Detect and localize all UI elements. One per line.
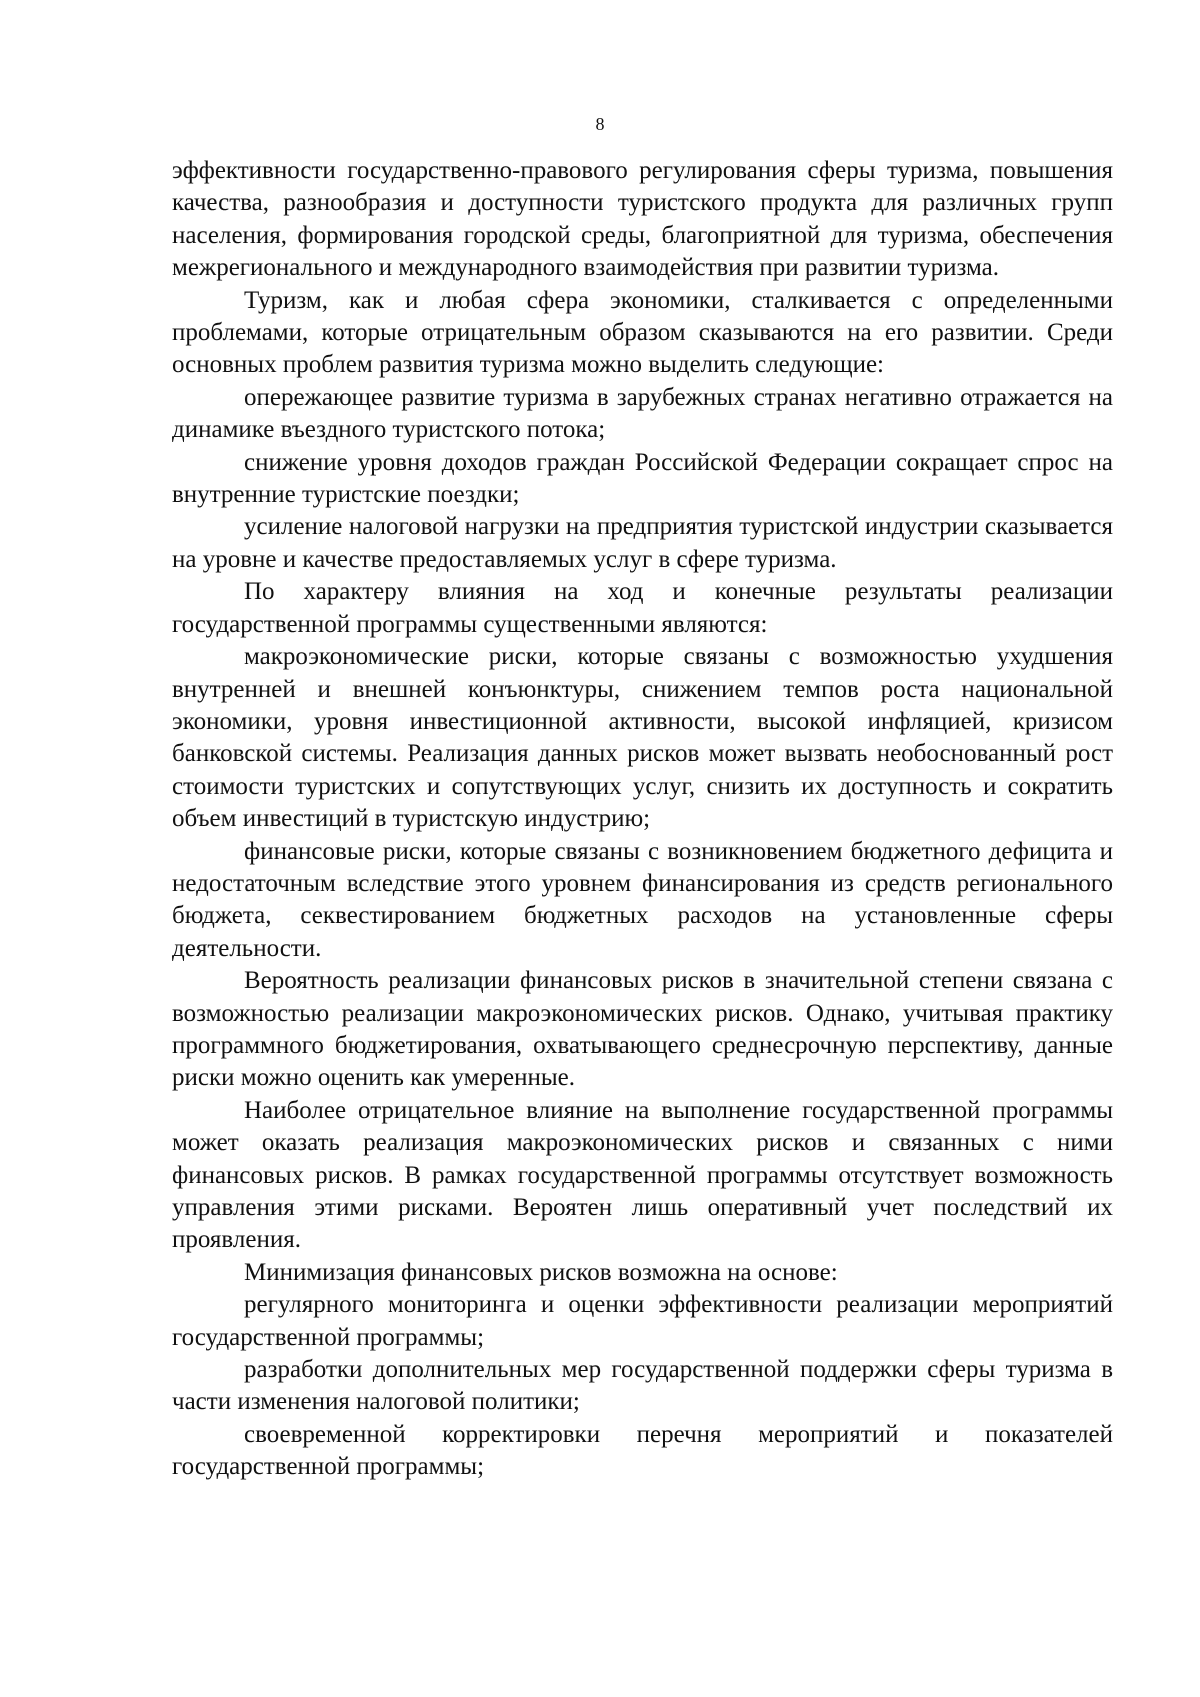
paragraph-program-adjustment: своевременной корректировки перечня мероприятий и показателей государственной программы;: [172, 1420, 1113, 1481]
paragraph-support-measures: разработки дополнительных мер государственной поддержки сферы туризма в части изменения налоговой политики;: [172, 1356, 1113, 1416]
paragraph-problem-income-decline: снижение уровня доходов граждан Российской Федерации сокращает спрос на внутренние туристские поездки;: [172, 448, 1113, 509]
paragraph-macroeconomic-risks: макроэкономические риски, которые связаны с возможностью ухудшения внутренней и внешней конъюнктуры, снижением темпов роста национальной экономики, уровня инвестиционной активности, высокой инфляцией, кризисом банковской системы. Реализация данных рисков может вызвать необоснованный рост стоимости туристских и сопутствующих услуг, снизить их доступность и сократить объем инвестиций в туристскую индустрию;: [172, 643, 1113, 833]
paragraph-minimization-intro: Минимизация финансовых рисков возможна на основе:: [244, 1258, 838, 1286]
paragraph-continuation: эффективности государственно-правового регулирования сферы туризма, повышения качества, разнообразия и доступности туристского продукта для различных групп населения, формирования городской среды, благоприятной для туризма, обеспечения межрегионального и международного взаимодействия при развитии туризма.: [172, 157, 1113, 282]
paragraph-problem-foreign-development: опережающее развитие туризма в зарубежных странах негативно отражается на динамике въездного туристского потока;: [172, 383, 1113, 444]
paragraph-negative-influence: Наиболее отрицательное влияние на выполнение государственной программы может оказать реализация макроэкономических рисков и связанных с ними финансовых рисков. В рамках государственной программы отсутствует возможность управления этими рисками. Вероятен лишь оперативный учет последствий их проявления.: [172, 1096, 1113, 1254]
paragraph-risk-intro: По характеру влияния на ход и конечные результаты реализации государственной программы существенными являются:: [172, 578, 1113, 638]
paragraph-financial-risks: финансовые риски, которые связаны с возникновением бюджетного дефицита и недостаточным вследствие этого уровнем финансирования из средств регионального бюджета, секвестированием бюджетных расходов на установленные сферы деятельности.: [172, 837, 1113, 962]
paragraph-tourism-problems: Туризм, как и любая сфера экономики, сталкивается с определенными проблемами, которые отрицательным образом сказываются на его развитии. Среди основных проблем развития туризма можно выделить следующие:: [172, 286, 1113, 379]
page-number: 8: [595, 114, 605, 134]
paragraph-risk-probability: Вероятность реализации финансовых рисков в значительной степени связана с возможностью реализации макроэкономических рисков. Однако, учитывая практику программного бюджетирования, охватывающего среднесрочную перспективу, данные риски можно оценить как умеренные.: [172, 967, 1113, 1092]
document-body: [172, 155, 1113, 1484]
paragraph-problem-tax-burden: усиление налоговой нагрузки на предприятия туристской индустрии сказывается на уровне и качестве предоставляемых услуг в сфере туризма.: [172, 513, 1113, 573]
paragraph-monitoring: регулярного мониторинга и оценки эффективности реализации мероприятий государственной программы;: [172, 1291, 1113, 1351]
